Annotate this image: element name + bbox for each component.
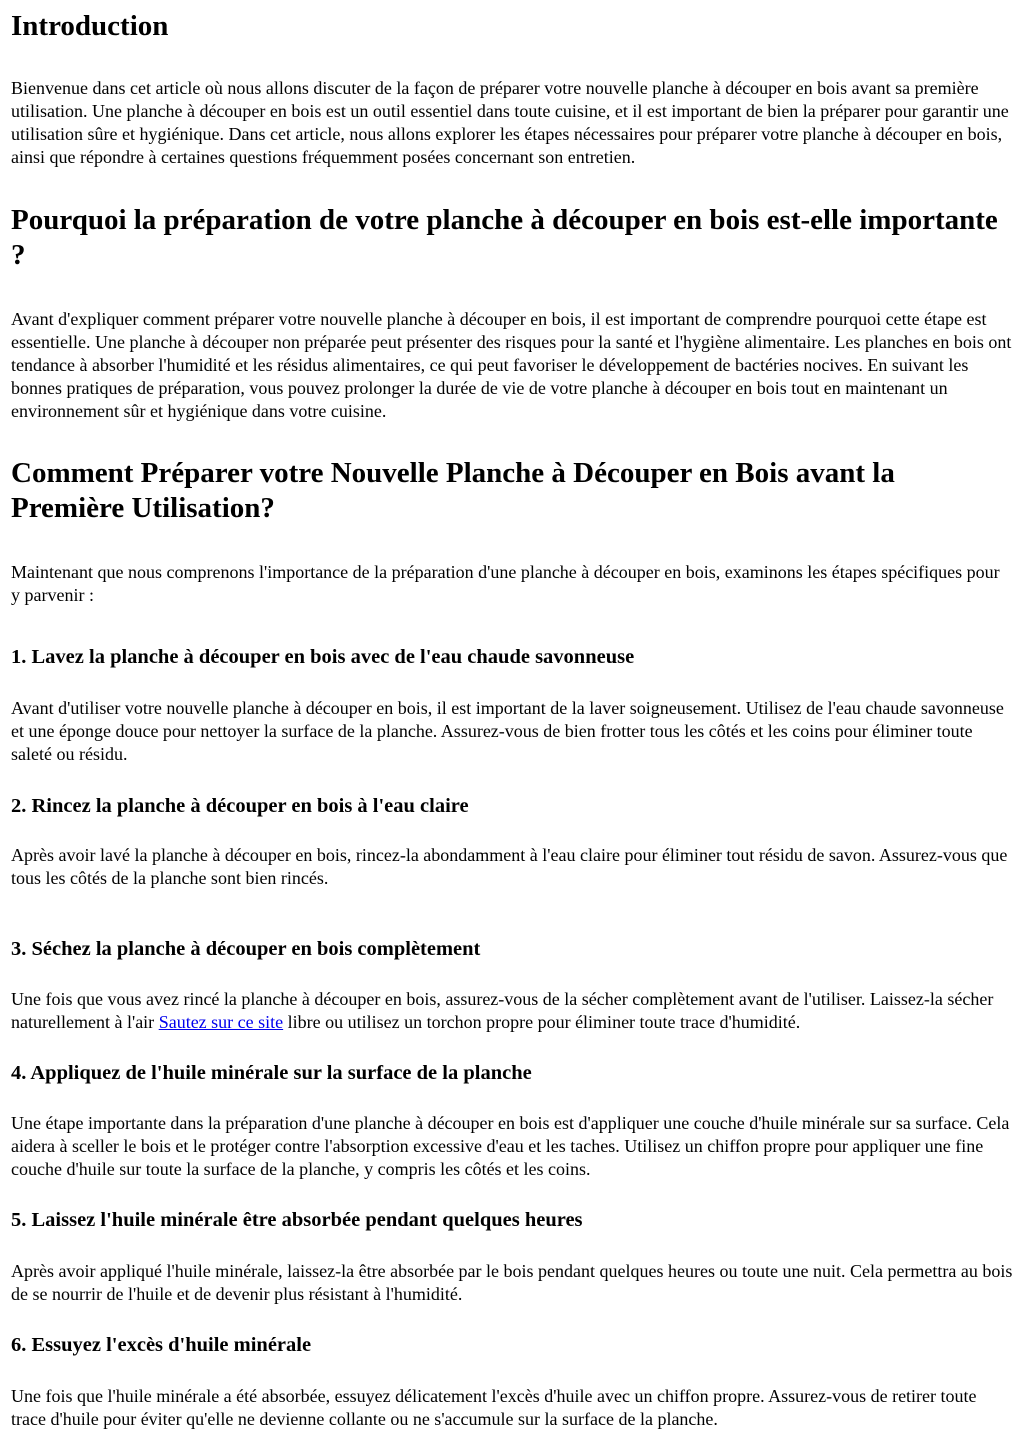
step-6-paragraph: Une fois que l'huile minérale a été absorbée, essuyez délicatement l'excès d'huile avec un chiffon propre. Assurez-vous de retirer toute trace d'huile pour éviter qu'elle ne devienne collante ou ne s'accumule sur la surface de la planche. [11,1386,977,1429]
step-5-heading: 5. Laissez l'huile minérale être absorbée pendant quelques heures [11,1209,583,1231]
step-2-paragraph: Après avoir lavé la planche à découper en bois, rincez-la abondamment à l'eau claire pour éliminer tout résidu de savon. Assurez-vous que tous les côtés de la planche sont bien rincés. [11,845,1008,888]
step-4-heading: 4. Appliquez de l'huile minérale sur la surface de la planche [11,1062,532,1084]
step-1-heading: 1. Lavez la planche à découper en bois avec de l'eau chaude savonneuse [11,646,635,668]
why-paragraph: Avant d'expliquer comment préparer votre nouvelle planche à découper en bois, il est important de comprendre pourquoi cette étape est essentielle. Une planche à découper non préparée peut présenter des risques pour la santé et l'hygiène alimentaire. Les planches en bois ont tendance à absorber l'humidité et les résidus alimentaires, ce qui peut favoriser le développement de bactéries nocives. En suivant les bonnes pratiques de préparation, vous pouvez prolonger la durée de vie de votre planche à découper en bois tout en maintenant un environnement sûr et hygiénique dans votre cuisine. [11,309,1012,421]
intro-paragraph: Bienvenue dans cet article où nous allons discuter de la façon de préparer votre nouvelle planche à découper en bois avant sa première utilisation. Une planche à découper en bois est un outil essentiel dans toute cuisine, et il est important de bien la préparer pour garantir une utilisation sûre et hygiénique. Dans cet article, nous allons explorer les étapes nécessaires pour préparer votre planche à découper en bois, ainsi que répondre à certaines questions fréquemment posées concernant son entretien. [11,78,1009,167]
site-link[interactable]: Sautez sur ce site [158,1012,284,1032]
why-heading: Pourquoi la préparation de votre planche à découper en bois est-elle importante ? [11,204,998,271]
step-1-paragraph: Avant d'utiliser votre nouvelle planche à découper en bois, il est important de la laver soigneusement. Utilisez de l'eau chaude savonneuse et une éponge douce pour nettoyer la surface de la planche. Assurez-vous de bien frotter tous les côtés et les coins pour éliminer toute saleté ou résidu. [11,698,1004,764]
step-2-heading: 2. Rincez la planche à découper en bois à l'eau claire [11,795,469,817]
step-3-heading: 3. Séchez la planche à découper en bois complètement [11,938,481,960]
intro-heading: Introduction [11,10,169,42]
step-4-paragraph: Une étape importante dans la préparation d'une planche à découper en bois est d'appliquer une couche d'huile minérale sur sa surface. Cela aidera à sceller le bois et le protéger contre l'absorption excessive d'eau et les taches. Utilisez un chiffon propre pour appliquer une fine couche d'huile sur toute la surface de la planche, y compris les côtés et les coins. [11,1113,1010,1179]
how-paragraph: Maintenant que nous comprenons l'importance de la préparation d'une planche à découper en bois, examinons les étapes spécifiques pour y parvenir : [11,562,1000,605]
step-3-text-before: Une fois que vous avez rincé la planche à découper en bois, assurez-vous de la sécher complètement avant de l'utiliser. Laissez-la sécher naturellement à l'air [11,989,994,1032]
step-3-text-after: libre ou utilisez un torchon propre pour éliminer toute trace d'humidité. [283,1012,801,1032]
step-3-paragraph [11,988,1013,1034]
how-heading: Comment Préparer votre Nouvelle Planche à Découper en Bois avant la Première Utilisation? [11,457,895,524]
step-5-paragraph: Après avoir appliqué l'huile minérale, laissez-la être absorbée par le bois pendant quelques heures ou toute une nuit. Cela permettra au bois de se nourrir de l'huile et de devenir plus résistant à l'humidité. [11,1261,1013,1304]
step-6-heading: 6. Essuyez l'excès d'huile minérale [11,1334,312,1356]
